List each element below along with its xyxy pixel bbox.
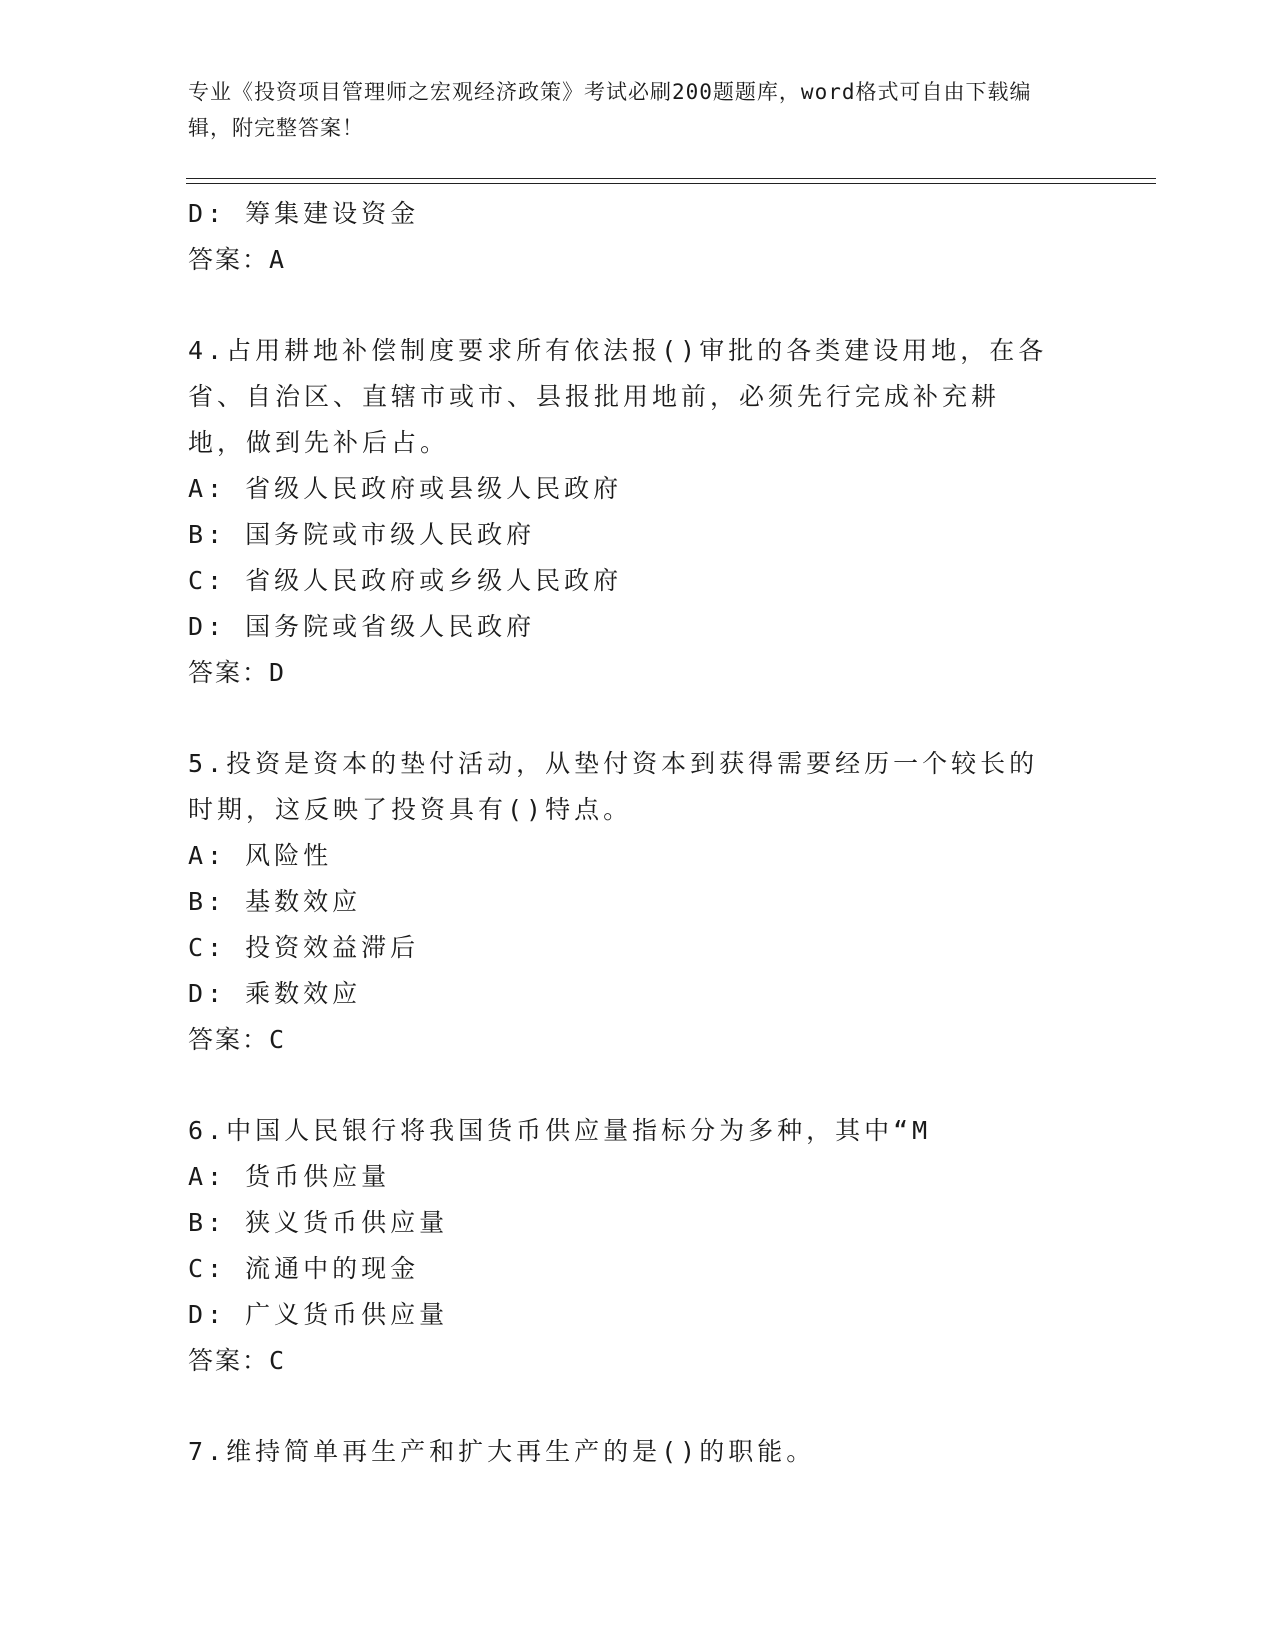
answer-line: 答案：C bbox=[188, 1025, 287, 1054]
option-c: C: 投资效益滞后 bbox=[188, 933, 420, 962]
option-d: D: 广义货币供应量 bbox=[188, 1300, 449, 1329]
option-b: B: 国务院或市级人民政府 bbox=[188, 520, 536, 549]
question-text: 7.维持简单再生产和扩大再生产的是()的职能。 bbox=[188, 1437, 816, 1466]
header-rule-bottom bbox=[186, 183, 1156, 184]
option-a: A: 货币供应量 bbox=[188, 1162, 391, 1191]
option-d: D: 筹集建设资金 bbox=[188, 199, 420, 228]
option-a: A: 风险性 bbox=[188, 841, 333, 870]
option-b: B: 狭义货币供应量 bbox=[188, 1208, 449, 1237]
question-block bbox=[188, 741, 1068, 1063]
question-block bbox=[188, 328, 1068, 696]
header-rule-top bbox=[186, 178, 1156, 179]
answer-line: 答案：A bbox=[188, 245, 287, 274]
question-text: 6.中国人民银行将我国货币供应量指标分为多种，其中“M bbox=[188, 1116, 932, 1145]
question-text: 5.投资是资本的垫付活动，从垫付资本到获得需要经历一个较长的时期，这反映了投资具有()特点。 bbox=[188, 749, 1039, 824]
option-c: C: 省级人民政府或乡级人民政府 bbox=[188, 566, 623, 595]
question-block bbox=[188, 1108, 1068, 1384]
option-c: C: 流通中的现金 bbox=[188, 1254, 420, 1283]
question-text: 4.占用耕地补偿制度要求所有依法报()审批的各类建设用地，在各省、自治区、直辖市或市、县报批用地前，必须先行完成补充耕地，做到先补后占。 bbox=[188, 336, 1048, 457]
question-block bbox=[188, 1429, 1068, 1475]
question-list bbox=[188, 191, 1068, 1475]
option-b: B: 基数效应 bbox=[188, 887, 362, 916]
answer-line: 答案：D bbox=[188, 658, 287, 687]
document-header: 专业《投资项目管理师之宏观经济政策》考试必刷200题题库，word格式可自由下载编辑，附完整答案！ bbox=[188, 80, 1032, 140]
option-d: D: 乘数效应 bbox=[188, 979, 362, 1008]
option-d: D: 国务院或省级人民政府 bbox=[188, 612, 536, 641]
option-a: A: 省级人民政府或县级人民政府 bbox=[188, 474, 623, 503]
answer-line: 答案：C bbox=[188, 1346, 287, 1375]
